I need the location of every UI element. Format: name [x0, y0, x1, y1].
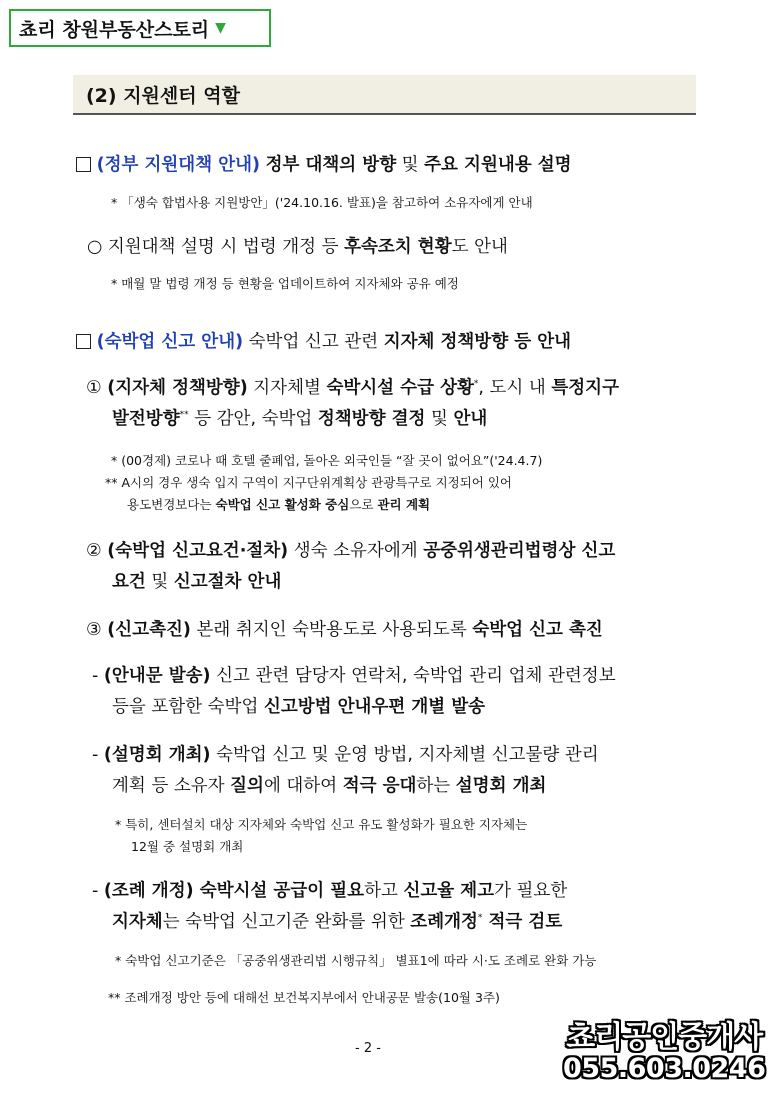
watermark-name: 쵸리공인중개사	[566, 1020, 763, 1055]
note-line: * 특히, 센터설치 대상 지자체와 숙박업 신고 유도 활성화가 필요한 지자체는	[115, 817, 528, 832]
note-line: * 숙박업 신고기준은 「공중위생관리법 시행규칙」 별표1에 따라 시·도 조례로 완화 가능	[115, 953, 597, 968]
item-ordinance-cont: 지자체는 숙박업 신고기준 완화를 위한 조례개정* 적극 검토	[112, 912, 563, 932]
watermark-phone: 055.603.0246	[563, 1053, 766, 1084]
item-gov-support: (정부 지원대책 안내) 정부 대책의 방향 및 주요 지원내용 설명	[76, 151, 572, 176]
note-line: * 매월 말 법령 개정 등 현황을 업데이트하여 지자체와 공유 예정	[111, 276, 459, 291]
watermark	[563, 1022, 765, 1084]
item-report-requirements-cont: 요건 및 신고절차 안내	[112, 572, 282, 592]
item-briefing: - (설명회 개최) 숙박업 신고 및 운영 방법, 지자체별 신고물량 관리	[92, 745, 599, 765]
item-notice-mailing: - (안내문 발송) 신고 관련 담당자 연락처, 숙박업 관리 업체 관련정보	[92, 666, 616, 686]
page-number: - 2 -	[355, 1041, 381, 1056]
note-line: * (00경제) 코로나 때 호텔 줄폐업, 돌아온 외국인들 “잘 곳이 없어요”('24.4.7)	[111, 453, 543, 468]
note-line: ** A시의 경우 생숙 입지 구역이 지구단위계획상 관광특구로 지정되어 있어	[105, 475, 512, 490]
note-line: 용도변경보다는 숙박업 신고 활성화 중심으로 관리 계획	[127, 497, 431, 512]
section-title: (2) 지원센터 역할	[73, 75, 696, 115]
triangle-down-icon: ▼	[215, 20, 226, 36]
item-followup: ○ 지원대책 설명 시 법령 개정 등 후속조치 현황도 안내	[87, 237, 508, 257]
item-report-requirements: ② (숙박업 신고요건·절차) 생숙 소유자에게 공중위생관리법령상 신고	[86, 541, 616, 561]
checkbox-square-icon	[76, 157, 91, 172]
item-briefing-cont: 계획 등 소유자 질의에 대하여 적극 응대하는 설명회 개최	[112, 776, 547, 796]
item-lodging-report: (숙박업 신고 안내) 숙박업 신고 관련 지자체 정책방향 등 안내	[76, 328, 571, 353]
note-line: ** 조례개정 방안 등에 대해선 보건복지부에서 안내공문 발송(10월 3주)	[108, 990, 500, 1005]
item-ordinance: - (조례 개정) 숙박시설 공급이 필요하고 신고율 제고가 필요한	[92, 881, 568, 901]
checkbox-square-icon	[76, 334, 91, 349]
item-policy-direction-cont: 발전방향** 등 감안, 숙박업 정책방향 결정 및 안내	[112, 409, 488, 429]
badge-text: 쵸리 창원부동산스토리	[19, 18, 210, 41]
note-line: 12월 중 설명회 개최	[131, 839, 244, 854]
blog-badge	[9, 9, 271, 47]
note-line: * 「생숙 합법사용 지원방안」('24.10.16. 발표)을 참고하여 소유자에게 안내	[111, 195, 533, 210]
item-report-promotion: ③ (신고촉진) 본래 취지인 숙박용도로 사용되도록 숙박업 신고 촉진	[86, 620, 603, 640]
item-notice-mailing-cont: 등을 포함한 숙박업 신고방법 안내우편 개별 발송	[112, 697, 486, 717]
item-policy-direction: ① (지자체 정책방향) 지자체별 숙박시설 수급 상황*, 도시 내 특정지구	[86, 378, 619, 398]
